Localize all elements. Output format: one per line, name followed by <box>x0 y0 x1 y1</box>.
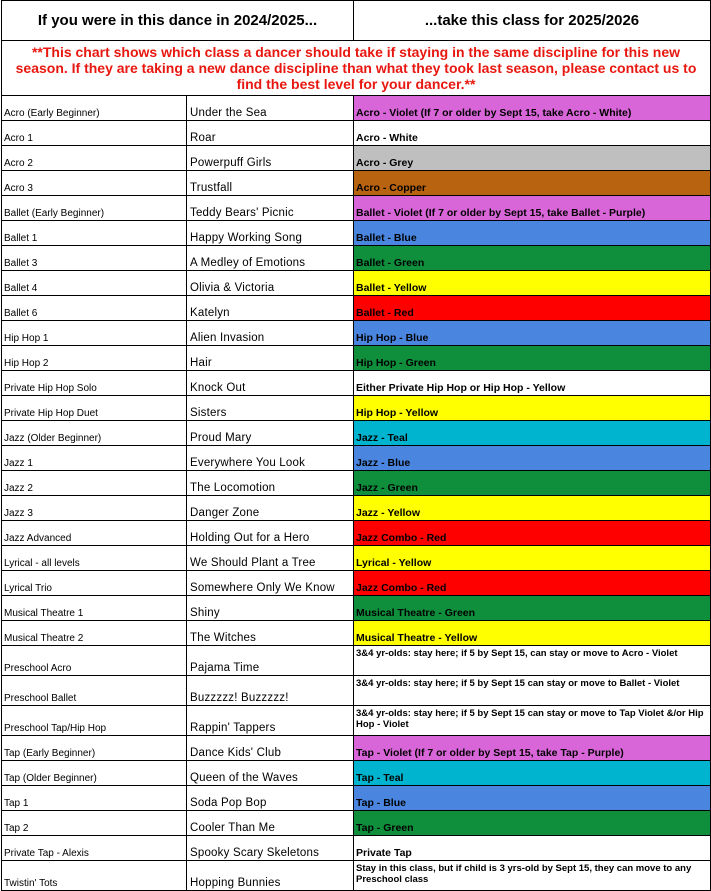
dance-name-cell: Happy Working Song <box>187 221 354 246</box>
dance-name-cell: Under the Sea <box>187 96 354 121</box>
dance-name-cell: Shiny <box>187 596 354 621</box>
dance-name-cell: Spooky Scary Skeletons <box>187 836 354 861</box>
dance-name-cell: Rappin' Tappers <box>187 706 354 736</box>
previous-class-cell: Lyrical - all levels <box>2 546 187 571</box>
next-class-cell: Acro - Grey <box>354 146 711 171</box>
table-row <box>2 621 711 646</box>
table-row <box>2 761 711 786</box>
previous-class-cell: Jazz 3 <box>2 496 187 521</box>
table-row <box>2 786 711 811</box>
next-class-cell: Acro - White <box>354 121 711 146</box>
table-row <box>2 396 711 421</box>
next-class-cell: Ballet - Yellow <box>354 271 711 296</box>
dance-name-cell: Danger Zone <box>187 496 354 521</box>
table-row <box>2 271 711 296</box>
table-row <box>2 676 711 706</box>
dance-name-cell: Teddy Bears' Picnic <box>187 196 354 221</box>
next-class-cell: Tap - Green <box>354 811 711 836</box>
previous-class-cell: Preschool Acro <box>2 646 187 676</box>
table-row <box>2 121 711 146</box>
next-class-cell: Ballet - Red <box>354 296 711 321</box>
table-row <box>2 96 711 121</box>
next-class-cell: Private Tap <box>354 836 711 861</box>
next-class-cell: Jazz - Blue <box>354 446 711 471</box>
previous-class-cell: Jazz (Older Beginner) <box>2 421 187 446</box>
previous-class-cell: Twistin' Tots <box>2 861 187 891</box>
table-row <box>2 811 711 836</box>
previous-class-cell: Acro (Early Beginner) <box>2 96 187 121</box>
dance-name-cell: Buzzzzz! Buzzzzz! <box>187 676 354 706</box>
next-class-cell: Tap - Blue <box>354 786 711 811</box>
dance-name-cell: Trustfall <box>187 171 354 196</box>
previous-class-cell: Private Hip Hop Duet <box>2 396 187 421</box>
previous-class-cell: Ballet (Early Beginner) <box>2 196 187 221</box>
previous-class-cell: Private Tap - Alexis <box>2 836 187 861</box>
table-row <box>2 861 711 891</box>
dance-name-cell: Hopping Bunnies <box>187 861 354 891</box>
next-class-cell: Musical Theatre - Yellow <box>354 621 711 646</box>
previous-class-cell: Musical Theatre 1 <box>2 596 187 621</box>
table-row <box>2 596 711 621</box>
next-class-cell: Jazz - Teal <box>354 421 711 446</box>
next-class-cell: Musical Theatre - Green <box>354 596 711 621</box>
next-class-cell: Jazz Combo - Red <box>354 521 711 546</box>
table-row <box>2 196 711 221</box>
next-class-cell: Ballet - Blue <box>354 221 711 246</box>
dance-name-cell: Alien Invasion <box>187 321 354 346</box>
next-class-cell: Acro - Violet (If 7 or older by Sept 15, take Acro - White) <box>354 96 711 121</box>
previous-class-cell: Ballet 6 <box>2 296 187 321</box>
previous-class-cell: Preschool Tap/Hip Hop <box>2 706 187 736</box>
table-row <box>2 171 711 196</box>
next-class-cell: Stay in this class, but if child is 3 yrs-old by Sept 15, they can move to any Preschool class <box>354 861 711 891</box>
table-row <box>2 221 711 246</box>
previous-class-cell: Hip Hop 2 <box>2 346 187 371</box>
class-placement-table <box>1 0 711 891</box>
dance-name-cell: Sisters <box>187 396 354 421</box>
previous-class-cell: Ballet 1 <box>2 221 187 246</box>
next-class-cell: Acro - Copper <box>354 171 711 196</box>
next-class-cell: Tap - Violet (If 7 or older by Sept 15, take Tap - Purple) <box>354 736 711 761</box>
table-row <box>2 646 711 676</box>
dance-name-cell: We Should Plant a Tree <box>187 546 354 571</box>
next-class-cell: Either Private Hip Hop or Hip Hop - Yellow <box>354 371 711 396</box>
previous-class-cell: Ballet 3 <box>2 246 187 271</box>
next-class-cell: Jazz Combo - Red <box>354 571 711 596</box>
table-row <box>2 521 711 546</box>
next-class-cell: Hip Hop - Green <box>354 346 711 371</box>
previous-class-cell: Jazz Advanced <box>2 521 187 546</box>
next-class-cell: Jazz - Yellow <box>354 496 711 521</box>
next-class-cell: 3&4 yr-olds: stay here; if 5 by Sept 15 can stay or move to Tap Violet &/or Hip Hop - Violet <box>354 706 711 736</box>
previous-class-cell: Ballet 4 <box>2 271 187 296</box>
table-row <box>2 736 711 761</box>
previous-class-cell: Private Hip Hop Solo <box>2 371 187 396</box>
table-row <box>2 546 711 571</box>
dance-name-cell: The Witches <box>187 621 354 646</box>
previous-class-cell: Acro 2 <box>2 146 187 171</box>
table-row <box>2 421 711 446</box>
table-row <box>2 471 711 496</box>
table-row <box>2 446 711 471</box>
next-class-cell: 3&4 yr-olds: stay here; if 5 by Sept 15, can stay or move to Acro - Violet <box>354 646 711 676</box>
previous-class-cell: Jazz 1 <box>2 446 187 471</box>
placement-note: **This chart shows which class a dancer should take if staying in the same discipline for this new season. If they are taking a new dance discipline than what they took last season, please contact us to find the best level for your dancer.** <box>2 41 711 96</box>
table-row <box>2 321 711 346</box>
header-next-season: ...take this class for 2025/2026 <box>354 1 711 41</box>
next-class-cell: 3&4 yr-olds: stay here; if 5 by Sept 15 can stay or move to Ballet - Violet <box>354 676 711 706</box>
table-row <box>2 371 711 396</box>
previous-class-cell: Tap 2 <box>2 811 187 836</box>
previous-class-cell: Tap (Early Beginner) <box>2 736 187 761</box>
next-class-cell: Lyrical - Yellow <box>354 546 711 571</box>
previous-class-cell: Acro 1 <box>2 121 187 146</box>
next-class-cell: Hip Hop - Blue <box>354 321 711 346</box>
note-row <box>2 41 711 96</box>
previous-class-cell: Musical Theatre 2 <box>2 621 187 646</box>
dance-name-cell: A Medley of Emotions <box>187 246 354 271</box>
table-row <box>2 296 711 321</box>
dance-name-cell: Dance Kids' Club <box>187 736 354 761</box>
dance-name-cell: Queen of the Waves <box>187 761 354 786</box>
previous-class-cell: Preschool Ballet <box>2 676 187 706</box>
dance-name-cell: The Locomotion <box>187 471 354 496</box>
previous-class-cell: Lyrical Trio <box>2 571 187 596</box>
previous-class-cell: Tap 1 <box>2 786 187 811</box>
previous-class-cell: Hip Hop 1 <box>2 321 187 346</box>
table-row <box>2 146 711 171</box>
dance-name-cell: Hair <box>187 346 354 371</box>
dance-name-cell: Cooler Than Me <box>187 811 354 836</box>
dance-name-cell: Powerpuff Girls <box>187 146 354 171</box>
next-class-cell: Ballet - Violet (If 7 or older by Sept 15, take Ballet - Purple) <box>354 196 711 221</box>
header-row <box>2 1 711 41</box>
dance-name-cell: Somewhere Only We Know <box>187 571 354 596</box>
table-row <box>2 246 711 271</box>
previous-class-cell: Tap (Older Beginner) <box>2 761 187 786</box>
dance-name-cell: Proud Mary <box>187 421 354 446</box>
next-class-cell: Ballet - Green <box>354 246 711 271</box>
table-row <box>2 836 711 861</box>
table-row <box>2 346 711 371</box>
dance-name-cell: Olivia & Victoria <box>187 271 354 296</box>
dance-name-cell: Roar <box>187 121 354 146</box>
dance-name-cell: Soda Pop Bop <box>187 786 354 811</box>
dance-name-cell: Knock Out <box>187 371 354 396</box>
dance-name-cell: Holding Out for a Hero <box>187 521 354 546</box>
next-class-cell: Jazz - Green <box>354 471 711 496</box>
table-row <box>2 571 711 596</box>
next-class-cell: Tap - Teal <box>354 761 711 786</box>
previous-class-cell: Jazz 2 <box>2 471 187 496</box>
dance-name-cell: Everywhere You Look <box>187 446 354 471</box>
previous-class-cell: Acro 3 <box>2 171 187 196</box>
header-previous-season: If you were in this dance in 2024/2025... <box>2 1 354 41</box>
next-class-cell: Hip Hop - Yellow <box>354 396 711 421</box>
table-row <box>2 706 711 736</box>
table-row <box>2 496 711 521</box>
dance-name-cell: Pajama Time <box>187 646 354 676</box>
dance-name-cell: Katelyn <box>187 296 354 321</box>
